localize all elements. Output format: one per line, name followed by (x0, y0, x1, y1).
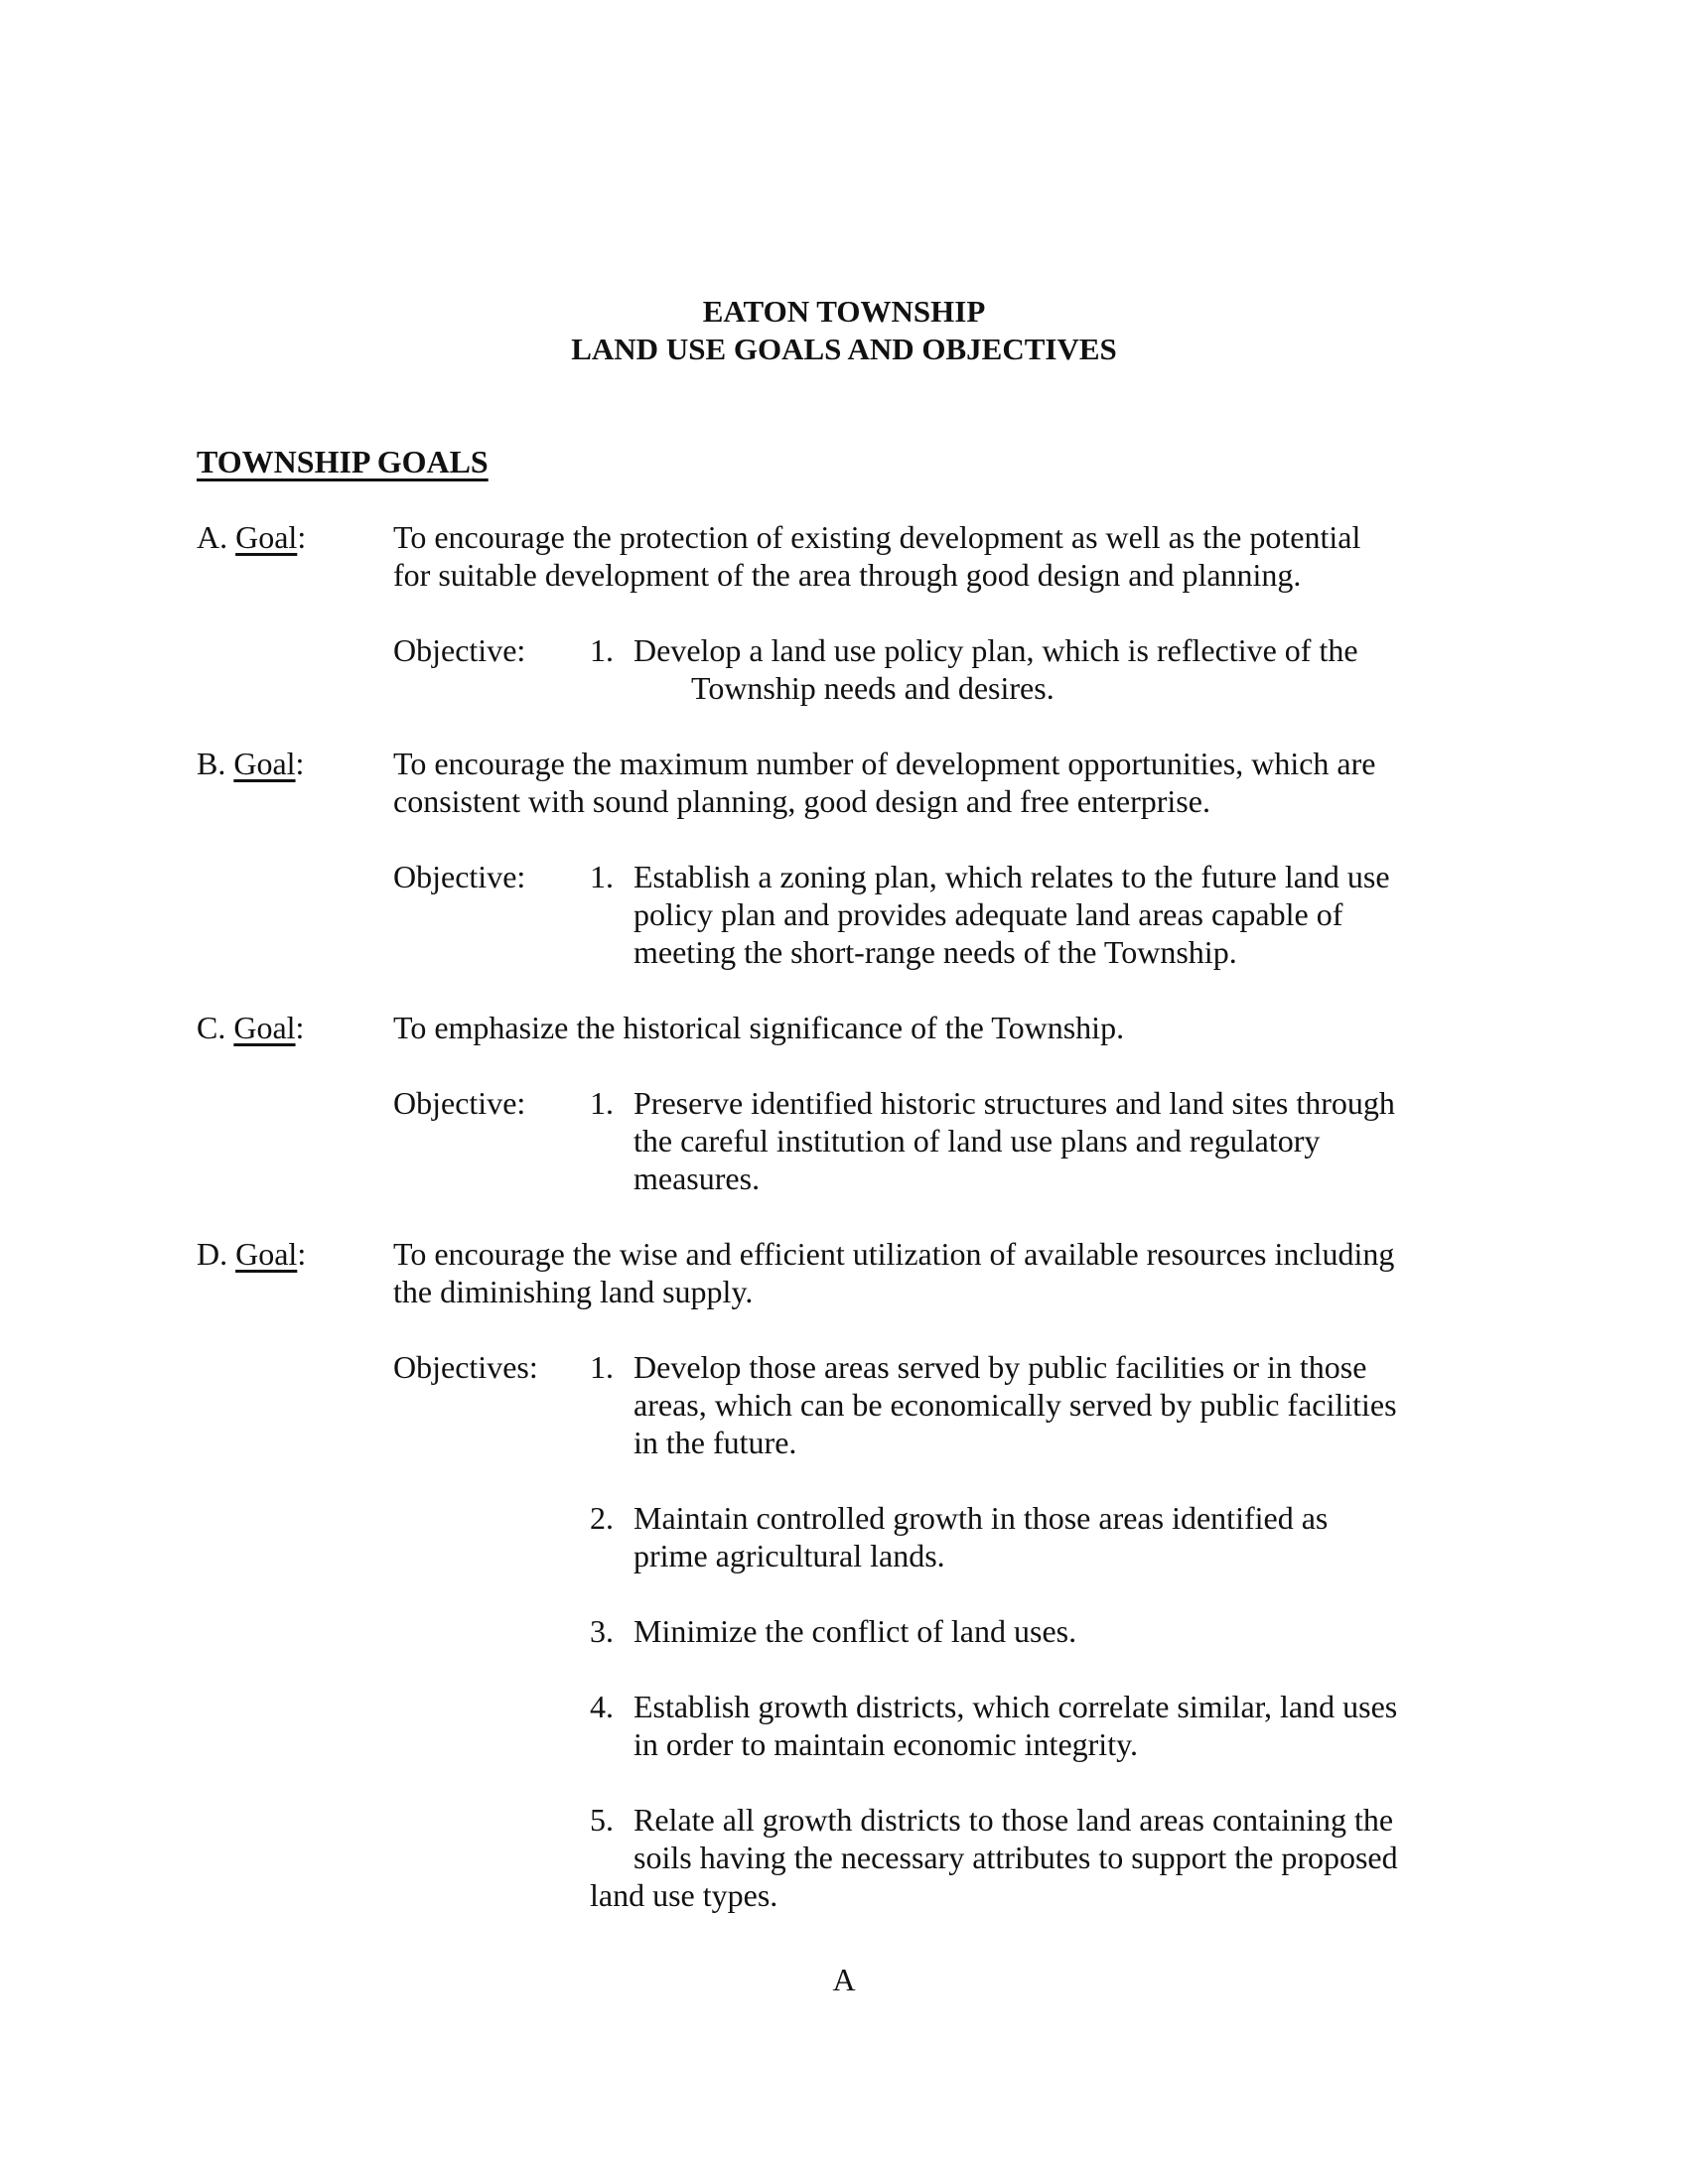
goal-a-objective-1-number: 1. (590, 632, 614, 668)
objective-line: Relate all growth districts to those land areas containing the (633, 1802, 1394, 1838)
goal-d-text-line: To encourage the wise and efficient utilization of available resources including (393, 1236, 1395, 1272)
objective-line: Develop a land use policy plan, which is reflective of the (633, 632, 1358, 668)
goal-a-text (393, 518, 1466, 594)
goal-c-label (197, 1009, 304, 1046)
goal-b-text-line: consistent with sound planning, good design and free enterprise. (393, 783, 1210, 819)
document-title-line-1: EATON TOWNSHIP (702, 294, 986, 329)
goal-c-colon: : (295, 1010, 305, 1045)
goal-c-objective-1-number: 1. (590, 1085, 614, 1121)
goal-d-objective-5-number: 5. (590, 1802, 614, 1838)
goal-d-colon: : (297, 1236, 307, 1272)
goal-d-objective-4-text (633, 1688, 1448, 1763)
goal-d-objective-1-text (633, 1348, 1448, 1461)
goal-a-word: Goal (235, 519, 298, 555)
goal-d-text-line: the diminishing land supply. (393, 1274, 754, 1309)
goal-c-objective-label: Objective: (393, 1085, 526, 1121)
goal-a-text-line: To encourage the protection of existing development as well as the potential (393, 519, 1361, 555)
objective-line: the careful institution of land use plans and regulatory (633, 1123, 1321, 1159)
objective-line: soils having the necessary attributes to support the proposed (633, 1840, 1398, 1875)
goal-d-objective-4-number: 4. (590, 1689, 614, 1724)
objective-line: Maintain controlled growth in those areas identified as (633, 1500, 1329, 1536)
objective-line: Establish a zoning plan, which relates to the future land use (633, 859, 1390, 894)
goal-b-letter: B. (197, 746, 226, 781)
goal-a-text-line: for suitable development of the area through good design and planning. (393, 557, 1302, 593)
goal-b-word: Goal (233, 746, 296, 781)
goal-b-objective-1-text (633, 858, 1448, 971)
goal-b-colon: : (295, 746, 305, 781)
goal-d-objective-5-text (633, 1801, 1448, 1876)
objective-line: policy plan and provides adequate land areas capable of (633, 896, 1343, 932)
objective-line: Township needs and desires. (691, 670, 1055, 706)
goal-b-text-line: To encourage the maximum number of development opportunities, which are (393, 746, 1376, 781)
goal-c-text (393, 1009, 1466, 1046)
objective-line: Establish growth districts, which correlate similar, land uses (633, 1689, 1398, 1724)
goal-d-objective-2-text (633, 1499, 1448, 1574)
goal-a-label (197, 518, 306, 556)
goal-b-objective-label: Objective: (393, 859, 526, 894)
objective-line: in order to maintain economic integrity. (633, 1726, 1138, 1762)
goal-a-colon: : (297, 519, 307, 555)
objective-line: Develop those areas served by public facilities or in those (633, 1349, 1367, 1385)
document-title-line-2: LAND USE GOALS AND OBJECTIVES (571, 332, 1117, 366)
goal-a-objective-label: Objective: (393, 632, 526, 668)
goal-c-objective-1-text (633, 1084, 1448, 1197)
goal-d-objective-label: Objectives: (393, 1349, 538, 1385)
goal-d-objective-3-text (633, 1612, 1448, 1650)
goal-c-word: Goal (233, 1010, 296, 1045)
objective-line: prime agricultural lands. (633, 1538, 945, 1573)
objective-line: land use types. (590, 1877, 778, 1913)
objective-line: Preserve identified historic structures and land sites through (633, 1085, 1395, 1121)
objective-line: measures. (633, 1160, 761, 1196)
objective-line: areas, which can be economically served by public facilities (633, 1387, 1397, 1423)
goal-d-label (197, 1235, 306, 1273)
goal-d-objective-1-number: 1. (590, 1349, 614, 1385)
goal-d-objective-3-number: 3. (590, 1613, 614, 1649)
goal-a-letter: A. (197, 519, 228, 555)
goal-d-letter: D. (197, 1236, 228, 1272)
goal-b-objective-1-number: 1. (590, 859, 614, 894)
goal-b-label (197, 745, 304, 782)
goal-b-text (393, 745, 1466, 820)
objective-line: in the future. (633, 1425, 797, 1460)
goal-d-text (393, 1235, 1466, 1310)
goal-a-objective-1-text (633, 631, 1448, 707)
goal-d-objective-5-text-wrap (590, 1876, 1404, 1914)
objective-line: meeting the short-range needs of the Township. (633, 934, 1237, 970)
goal-c-text-line: To emphasize the historical significance of the Township. (393, 1010, 1125, 1045)
section-heading: TOWNSHIP GOALS (197, 444, 489, 479)
objective-line: Minimize the conflict of land uses. (633, 1613, 1077, 1649)
goal-d-objective-2-number: 2. (590, 1500, 614, 1536)
page-label: A (832, 1962, 856, 1997)
goal-d-word: Goal (235, 1236, 298, 1272)
goal-c-letter: C. (197, 1010, 226, 1045)
